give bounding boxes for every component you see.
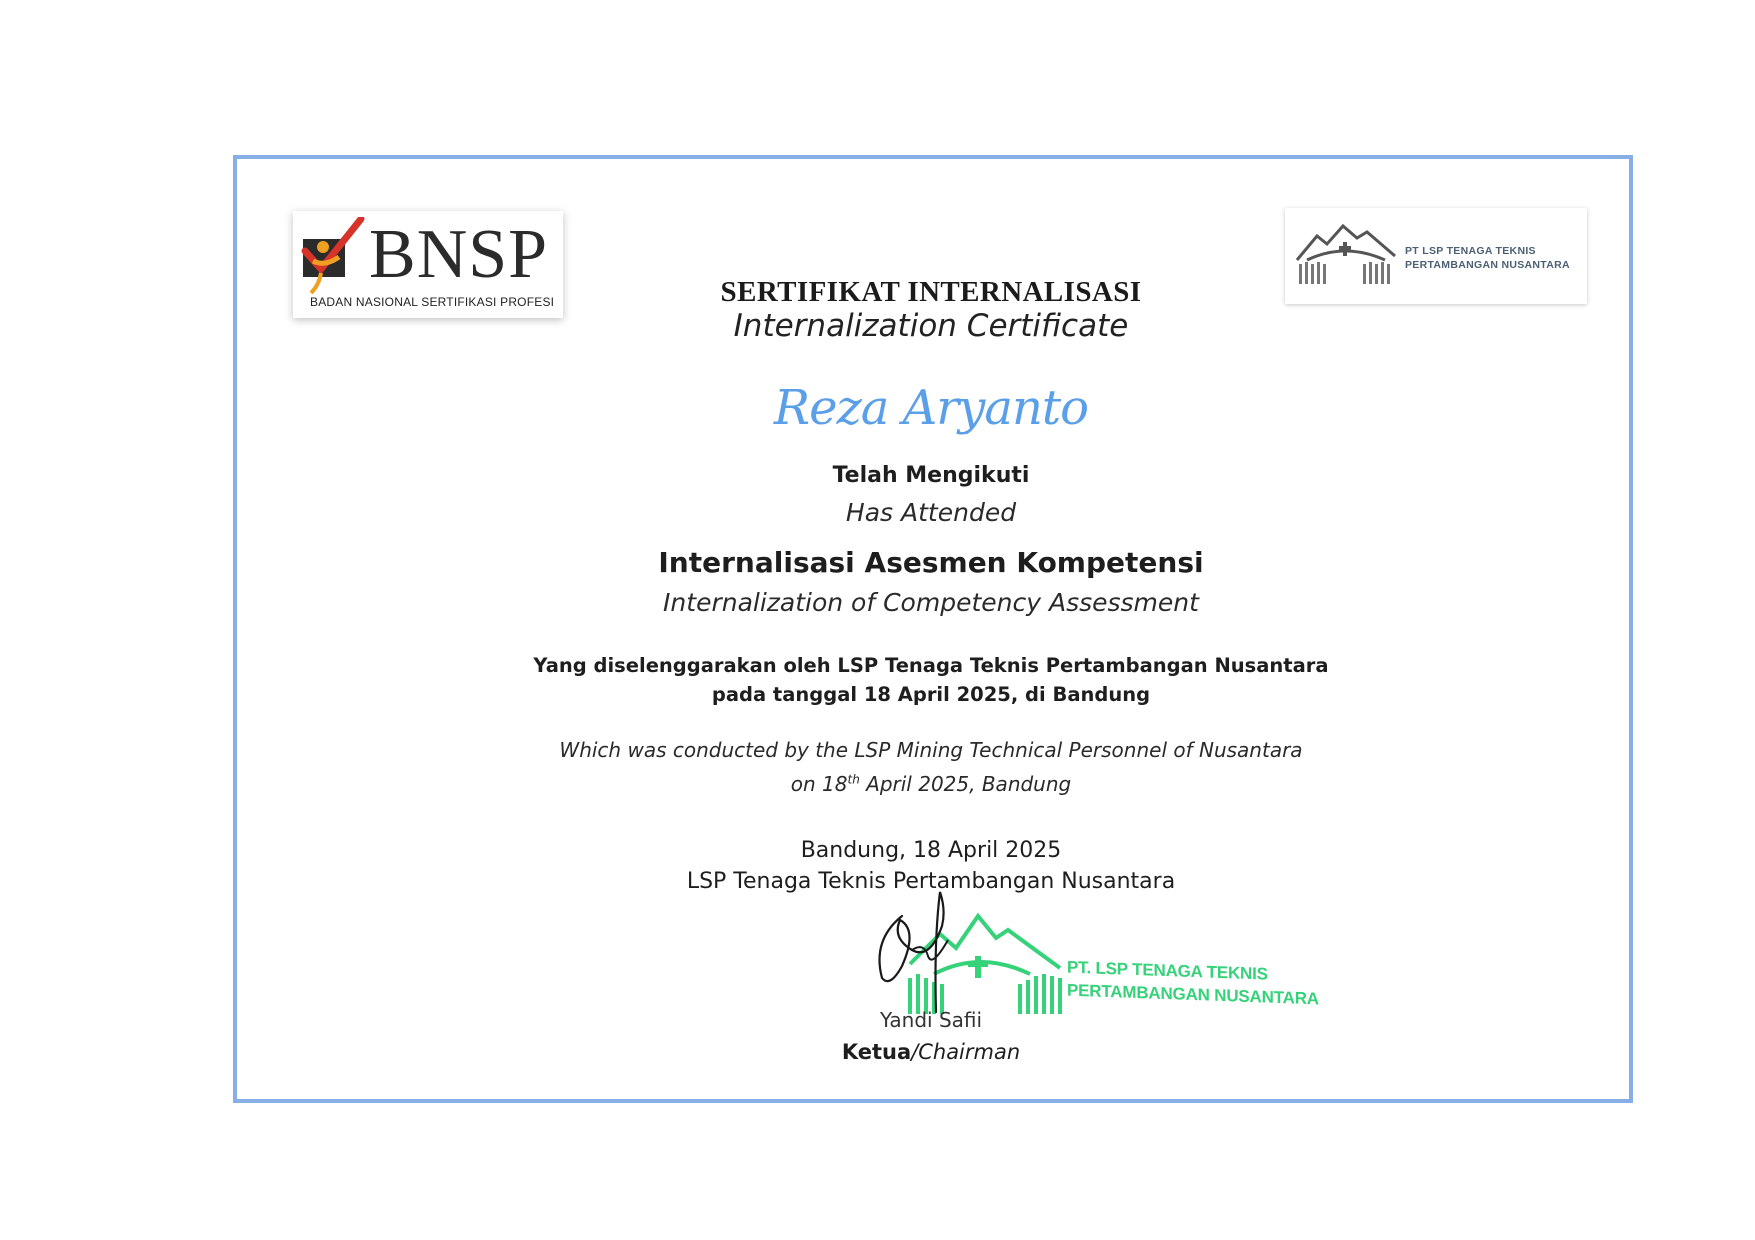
organizer-id-line1: Yang diselenggarakan oleh LSP Tenaga Teknis Pertambangan Nusantara (533, 654, 1329, 677)
event-name-id: Internalisasi Asesmen Kompetensi (658, 546, 1204, 579)
organizer-en-date-prefix: on 18 (790, 772, 848, 796)
stamp-line2: PERTAMBANGAN NUSANTARA (1067, 980, 1319, 1009)
organizer-en-line1: Which was conducted by the LSP Mining Technical Personnel of Nusantara (559, 738, 1303, 762)
organizer-text-id (420, 651, 1442, 709)
signer-role-id: Ketua (841, 1040, 912, 1064)
lsp-logo-line2: PERTAMBANGAN NUSANTARA (1405, 259, 1570, 271)
signer-role (420, 1038, 1442, 1066)
attended-label-en: Has Attended (845, 498, 1017, 527)
handwritten-signature (872, 880, 982, 1020)
organizer-id-line2: pada tanggal 18 April 2025, di Bandung (711, 683, 1151, 706)
stamp-text (1067, 956, 1319, 1011)
signer-role-separator: / (911, 1040, 919, 1064)
organizer-en-line2 (420, 767, 1442, 801)
signer-role-en: Chairman (918, 1040, 1021, 1064)
date-ordinal-suffix: th (847, 772, 860, 787)
certificate-title-id: SERTIFIKAT INTERNALISASI (720, 276, 1142, 308)
event-name-en: Internalization of Competency Assessment (663, 588, 1199, 617)
bnsp-emblem-icon (299, 217, 369, 297)
recipient-name: Reza Aryanto (773, 380, 1089, 436)
place-and-date: Bandung, 18 April 2025 (800, 838, 1062, 863)
issuer-name: LSP Tenaga Teknis Pertambangan Nusantara (686, 869, 1176, 894)
attended-label-id: Telah Mengikuti (832, 463, 1030, 488)
organizer-text-en (420, 733, 1442, 801)
signer-name: Yandi Safii (879, 1008, 983, 1032)
lsp-logo-text (1405, 244, 1570, 272)
lsp-logo-line1: PT LSP TENAGA TEKNIS (1405, 245, 1536, 257)
bnsp-wordmark: BNSP (369, 216, 549, 293)
organizer-en-date-suffix: April 2025, Bandung (859, 772, 1072, 796)
bnsp-subtitle: BADAN NASIONAL SERTIFIKASI PROFESI (310, 295, 555, 309)
certificate-title-en: Internalization Certificate (733, 308, 1129, 344)
stamp-line1: PT. LSP TENAGA TEKNIS (1067, 957, 1268, 984)
